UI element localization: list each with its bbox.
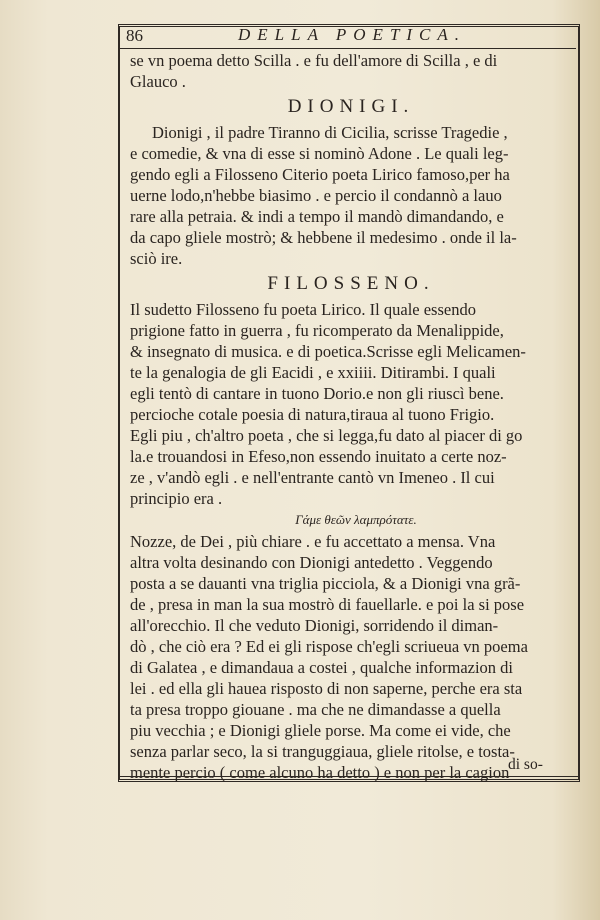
text-line: all'orecchio. Il che veduto Dionigi, sorridendo il diman- <box>130 616 499 635</box>
section-heading-dionigi: DIONIGI. <box>287 96 415 117</box>
text-line: gendo egli a Filosseno Citerio poeta Lirico famoso,per ha <box>130 165 510 184</box>
section-heading-filosseno: FILOSSENO. <box>267 273 435 294</box>
greek-quotation: Γάμε θεῶν λαμπρότατε. <box>295 512 417 527</box>
text-line: Glauco . <box>130 72 186 91</box>
text-line: di Galatea , e dimandaua a costei , qualche informazion di <box>130 658 514 677</box>
page-number: 86 <box>126 26 143 45</box>
text-line: rare alla petraia. & indi a tempo il mandò dimandando, e <box>130 207 504 226</box>
text-line: principio era . <box>130 489 223 508</box>
page-header <box>118 22 576 49</box>
text-line: egli tentò di cantare in tuono Dorio.e non gli riuscì bene. <box>130 384 504 403</box>
text-line: se vn poema detto Scilla . e fu dell'amore di Scilla , e di <box>130 51 498 70</box>
text-line: Nozze, de Dei , più chiare . e fu accettato a mensa. Vna <box>130 532 496 551</box>
text-line: uerne lodo,n'hebbe biasimo . e percio il condannò a lauo <box>130 186 502 205</box>
text-line: Egli piu , ch'altro poeta , che si legga,fu dato al piacer di go <box>130 426 523 445</box>
text-line: la.e trouandosi in Efeso,non essendo inuitato a certe noz- <box>130 447 507 466</box>
text-line: percioche cotale poesia di natura,tiraua al tuono Frigio. <box>130 405 495 424</box>
text-line: Il sudetto Filosseno fu poeta Lirico. Il quale essendo <box>130 300 476 319</box>
text-line: lei . ed ella gli hauea risposto di non saperne, perche era sta <box>130 679 523 698</box>
text-line: e comedie, & vna di esse si nominò Adone . Le quali leg- <box>130 144 509 163</box>
text-line: ta presa troppo giouane . ma che ne dimandasse a quella <box>130 700 501 719</box>
text-line: da capo gliele mostrò; & hebbene il medesimo . onde il la- <box>130 228 517 247</box>
text-line: senza parlar seco, la si tranguggiaua, gliele ritolse, e tosta- <box>130 742 515 761</box>
text-line: posta a se dauanti vna triglia picciola, & a Dionigi vna grã- <box>130 574 521 593</box>
text-line: ze , v'andò egli . e nell'entrante cantò vn Imeneo . Il cui <box>130 468 495 487</box>
text-line: & insegnato di musica. e di poetica.Scrisse egli Melicamen- <box>130 342 526 361</box>
text-line: mente percio ( come alcuno ha detto ) e non per la cagion <box>130 763 510 782</box>
text-line: Dionigi , il padre Tiranno di Cicilia, scrisse Tragedie , <box>152 123 508 142</box>
text-line: altra volta desinando con Dionigi antedetto . Veggendo <box>130 553 493 572</box>
text-line: piu vecchia ; e Dionigi gliele porse. Ma come ei vide, che <box>130 721 511 740</box>
text-line: te la genalogia de gli Eacidi , e xxiiii. Ditirambi. I quali <box>130 363 496 382</box>
body-text <box>130 50 572 783</box>
catchword: di so- <box>508 756 543 773</box>
running-title: DELLA POETICA. <box>238 25 467 44</box>
text-line: sciò ire. <box>130 249 183 268</box>
bottom-rule <box>118 776 578 777</box>
text-line: dò , che ciò era ? Ed ei gli rispose ch'egli scriueua vn poema <box>130 637 528 656</box>
text-line: prigione fatto in guerra , fu ricomperato da Menalippide, <box>130 321 504 340</box>
text-line: de , presa in man la sua mostrò di fauellarle. e poi la si pose <box>130 595 525 614</box>
